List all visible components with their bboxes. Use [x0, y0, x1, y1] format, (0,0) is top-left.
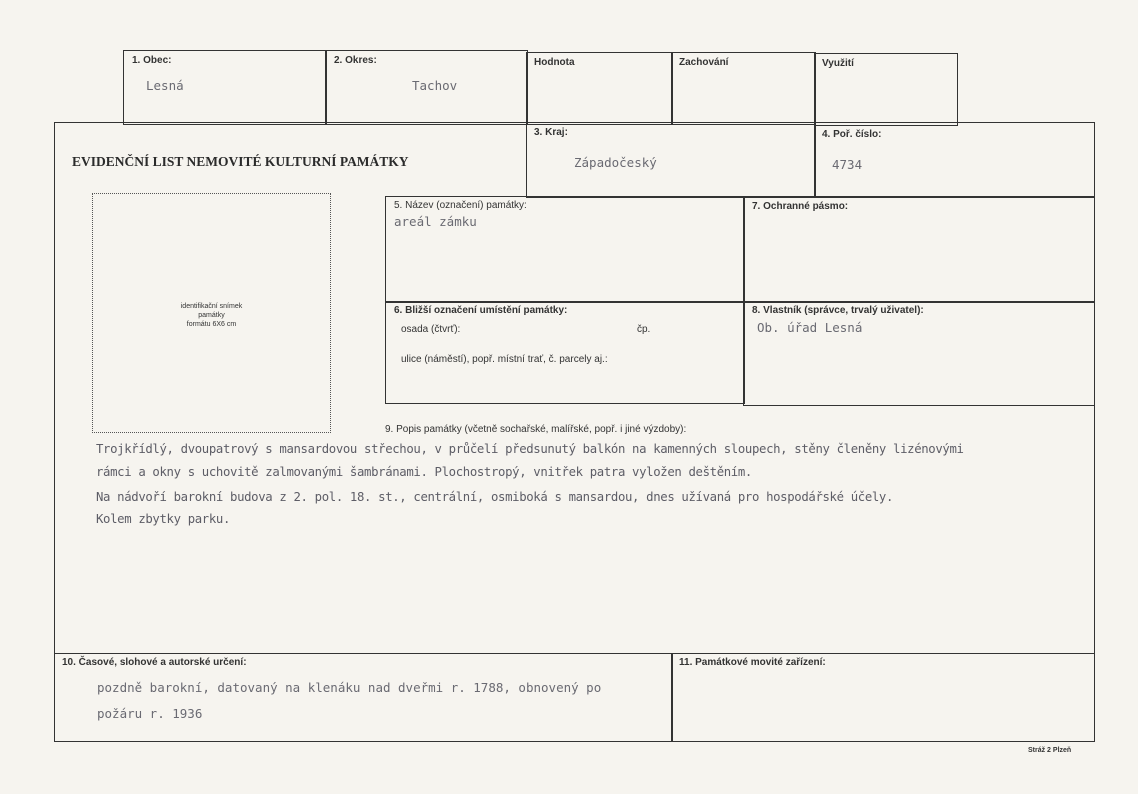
- field-cp-label: čp.: [637, 324, 651, 335]
- field-por-cislo-value: 4734: [832, 157, 863, 172]
- field-umisteni-label: 6. Bližší označení umístění památky:: [394, 305, 568, 316]
- field-kraj: [526, 122, 816, 198]
- field-zarizeni-label: 11. Památkové movité zařízení:: [679, 657, 826, 668]
- field-zachovani-label: Zachování: [679, 57, 729, 68]
- field-obec-value: Lesná: [146, 78, 184, 93]
- field-ochranne-pasmo: [743, 196, 1095, 303]
- field-nazev-label: 5. Název (označení) památky:: [394, 200, 527, 211]
- photo-placeholder: [92, 193, 331, 433]
- field-vlastnik-label: 8. Vlastník (správce, trvalý uživatel):: [752, 305, 924, 316]
- field-kraj-value: Západočeský: [574, 155, 657, 170]
- field-vlastnik-value: Ob. úřad Lesná: [757, 320, 863, 335]
- field-vlastnik: [743, 301, 1095, 406]
- field-umisteni: [385, 301, 745, 404]
- field-urceni-label: 10. Časové, slohové a autorské určení:: [62, 657, 247, 668]
- popis-line: Na nádvoří barokní budova z 2. pol. 18. st., centrální, osmiboká s mansardou, dnes užívaná pro hospodářské účely.: [96, 490, 894, 504]
- popis-line: Kolem zbytky parku.: [96, 512, 231, 526]
- field-ulice-label: ulice (náměstí), popř. místní trať, č. parcely aj.:: [401, 354, 608, 365]
- field-vyuziti-label: Využití: [822, 58, 854, 69]
- field-kraj-label: 3. Kraj:: [534, 127, 568, 138]
- popis-line: rámci a okny s uchovitě zalmovanými šambránami. Plochostropý, vnitřek patra vyložen deštěním.: [96, 465, 752, 479]
- field-popis-label: 9. Popis památky (včetně sochařské, malířské, popř. i jiné výzdoby):: [385, 424, 687, 435]
- field-nazev: [385, 196, 745, 303]
- field-ochranne-pasmo-label: 7. Ochranné pásmo:: [752, 201, 849, 212]
- photo-placeholder-text: identifikační snímek památky formátu 6X6 cm: [180, 303, 243, 328]
- field-osada-label: osada (čtvrť):: [401, 324, 461, 335]
- field-nazev-value: areál zámku: [394, 214, 477, 229]
- field-por-cislo-label: 4. Poř. číslo:: [822, 129, 882, 140]
- field-okres-label: 2. Okres:: [334, 55, 377, 66]
- popis-line: Trojkřídlý, dvoupatrový s mansardovou střechou, v průčelí předsunutý balkón na kamenných sloupech, stěny členěny lizénovými: [96, 442, 964, 456]
- printer-mark: Stráž 2 Plzeň: [1028, 747, 1072, 754]
- urceni-line: požáru r. 1936: [97, 706, 203, 721]
- field-obec-label: 1. Obec:: [132, 55, 172, 66]
- field-okres-value: Tachov: [412, 78, 458, 93]
- urceni-line: pozdně barokní, datovaný na klenáku nad dveřmi r. 1788, obnovený po: [97, 680, 602, 695]
- field-hodnota-label: Hodnota: [534, 57, 575, 68]
- form-title: EVIDENČNÍ LIST NEMOVITÉ KULTURNÍ PAMÁTKY: [72, 154, 409, 169]
